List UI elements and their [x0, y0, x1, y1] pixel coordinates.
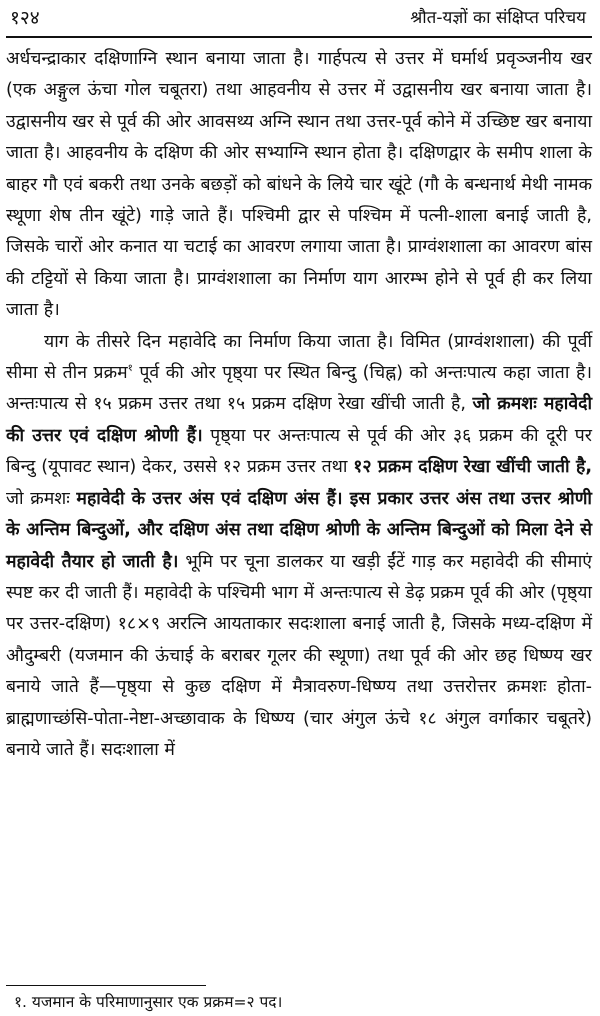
paragraph-2-part-1: याग के तीसरे दिन महावेदि का निर्माण किया जाता है। विमित (प्राग्वंशशाला) की पूर्वी सीमा से तीन प्रक्रम	[6, 331, 592, 384]
paragraph-2-part-3: पृष्ठ्या पर अन्तःपात्य से पूर्व की ओर ३६ प्रक्रम की दूरी पर बिन्दु (यूपावट स्थान) देकर, उससे १२ प्रक्रम उत्तर तथा	[6, 425, 592, 478]
page-header	[6, 0, 592, 38]
paragraph-2-bold-3: महावेदी के उत्तर अंस एवं दक्षिण अंस हैं। इस प्रकार उत्तर अंस तथा उत्तर श्रोणी के अन्तिम बिन्दुओं, और दक्षिण अंस तथा दक्षिण श्रोणी के अन्तिम बिन्दुओं को मिला देने से महावेदी तैयार हो जाती है।	[6, 488, 592, 572]
footnote-marker: १	[127, 363, 133, 375]
body-text	[6, 44, 592, 766]
footnote: १. यजमान के परिमाणानुसार एक प्रक्रम=२ पद।	[14, 993, 283, 1011]
paragraph-2-bold-1: जो क्रमशः महावेदी की उत्तर एवं दक्षिण श्रोणी हैं।	[6, 394, 592, 446]
paragraph-2-part-5: भूमि पर चूना डालकर या खड़ी ईंटें गाड़ कर महावेदी की सीमाएं स्पष्ट कर दी जाती हैं। महावेदी के पश्चिमी भाग में अन्तःपात्य से डेढ़ प्रक्रम पूर्व की ओर (पृष्ठ्या पर उत्तर-दक्षिण) १८×९ अरत्नि आयताकार सदःशाला बनाई जाती है, जिसके मध्य-दक्षिण में औदुम्बरी (यजमान की ऊंचाई के बराबर गूलर की स्थूणा) तथा पूर्व की ओर छह धिष्ण्य खर बनाये जाते हैं—पृष्ठ्या से कुछ दक्षिण में मैत्रावरुण-धिष्ण्य तथा उत्तरोत्तर क्रमशः होता-ब्राह्मणाच्छंसि-पोता-नेष्टा-अच्छावाक के धिष्ण्य (चार अंगुल ऊंचे १८ अंगुल वर्गाकार चबूतरे) बनाये जाते हैं। सदःशाला में	[6, 551, 592, 760]
page-number: १२४	[10, 7, 40, 29]
paragraph-2-part-4: जो क्रमशः	[6, 488, 77, 509]
paragraph-2	[6, 327, 592, 767]
running-title: श्रौत-यज्ञों का संक्षिप्त परिचय	[410, 8, 586, 28]
paragraph-2-part-2: पूर्व की ओर पृष्ठ्या पर स्थित बिन्दु (चिह्न) को अन्तःपात्य कहा जाता है। अन्तःपात्य से १५ प्रक्रम उत्तर तथा १५ प्रक्रम दक्षिण रेखा खींची जाती है,	[6, 363, 592, 415]
footnote-divider	[6, 985, 206, 986]
paragraph-1: अर्धचन्द्राकार दक्षिणाग्नि स्थान बनाया जाता है। गार्हपत्य से उत्तर में घर्मार्थ प्रवृञ्जनीय खर (एक अङ्गुल ऊंचा गोल चबूतरा) तथा आहवनीय से उत्तर में उद्वासनीय खर बनाया जाता है। उद्वासनीय खर से पूर्व की ओर आवसथ्य अग्नि स्थान तथा उत्तर-पूर्व कोने में उच्छिष्ट खर बनाया जाता है। आहवनीय के दक्षिण की ओर सभ्याग्नि स्थान होता है। दक्षिणद्वार के समीप शाला के बाहर गौ एवं बकरी तथा उनके बछड़ों को बांधने के लिये चार खूंटे (गौ के बन्धनार्थ मेथी नामक स्थूणा शेष तीन खूंटे) गाड़े जाते हैं। पश्चिमी द्वार से पश्चिम में पत्नी-शाला बनाई जाती है, जिसके चारों ओर कनात या चटाई का आवरण लगाया जाता है। प्राग्वंशशाला का आवरण बांस की टट्टियों से किया जाता है। प्राग्वंशशाला का निर्माण याग आरम्भ होने से पूर्व ही कर लिया जाता है।	[6, 49, 592, 321]
paragraph-2-bold-2: १२ प्रक्रम दक्षिण रेखा खींची जाती है,	[353, 457, 592, 478]
